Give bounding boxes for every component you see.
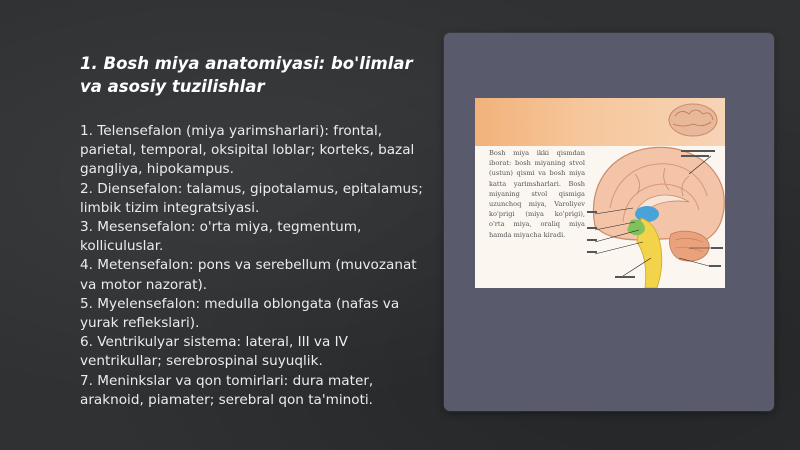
brain-anatomy-figure [475,98,725,288]
slide-title: 1. Bosh miya anatomiyasi: bo'limlar va asosiy tuzilishlar [80,54,413,96]
ventricle-shape [635,206,659,222]
sagittal-brain [587,147,724,288]
brain-thumbnail-icon [669,104,717,136]
cerebrum-shape [593,147,724,242]
figure-caption-text: Bosh miya ikki qismdan iborat: bosh miyaning stvol (ustun) qismi va bosh miya katta yarimsharlari. Bosh miyaning stvol qismiga uzunchoq miya, Varoliyev ko'prigi (miya ko'prigi), o'rta miya, oraliq miya hamda miyacha kiradi. [489,149,585,239]
list-item: 5. Myelensefalon: medulla oblongata (nafas va yurak reflekslari). [80,295,400,332]
list-item: 7. Meninkslar va qon tomirlari: dura mater, araknoid, piamater; serebral qon ta'minoti. [80,372,374,408]
outline-list [80,122,425,410]
list-item: 3. Mesensefalon: o'rta miya, tegmentum, kolliculuslar. [80,219,362,255]
list-item: 2. Diensefalon: talamus, gipotalamus, epitalamus; limbik tizim integratsiyasi. [80,180,423,216]
list-item: 6. Ventrikulyar sistema: lateral, III va IV ventrikullar; serebrospinal suyuqlik. [80,334,348,370]
list-item: 1. Telensefalon (miya yarimsharlari): frontal, parietal, temporal, oksipital loblar; korteks, bazal gangliya, hipokampus. [80,123,415,178]
list-item: 4. Metensefalon: pons va serebellum (muvozanat va motor nazorat). [80,257,417,293]
